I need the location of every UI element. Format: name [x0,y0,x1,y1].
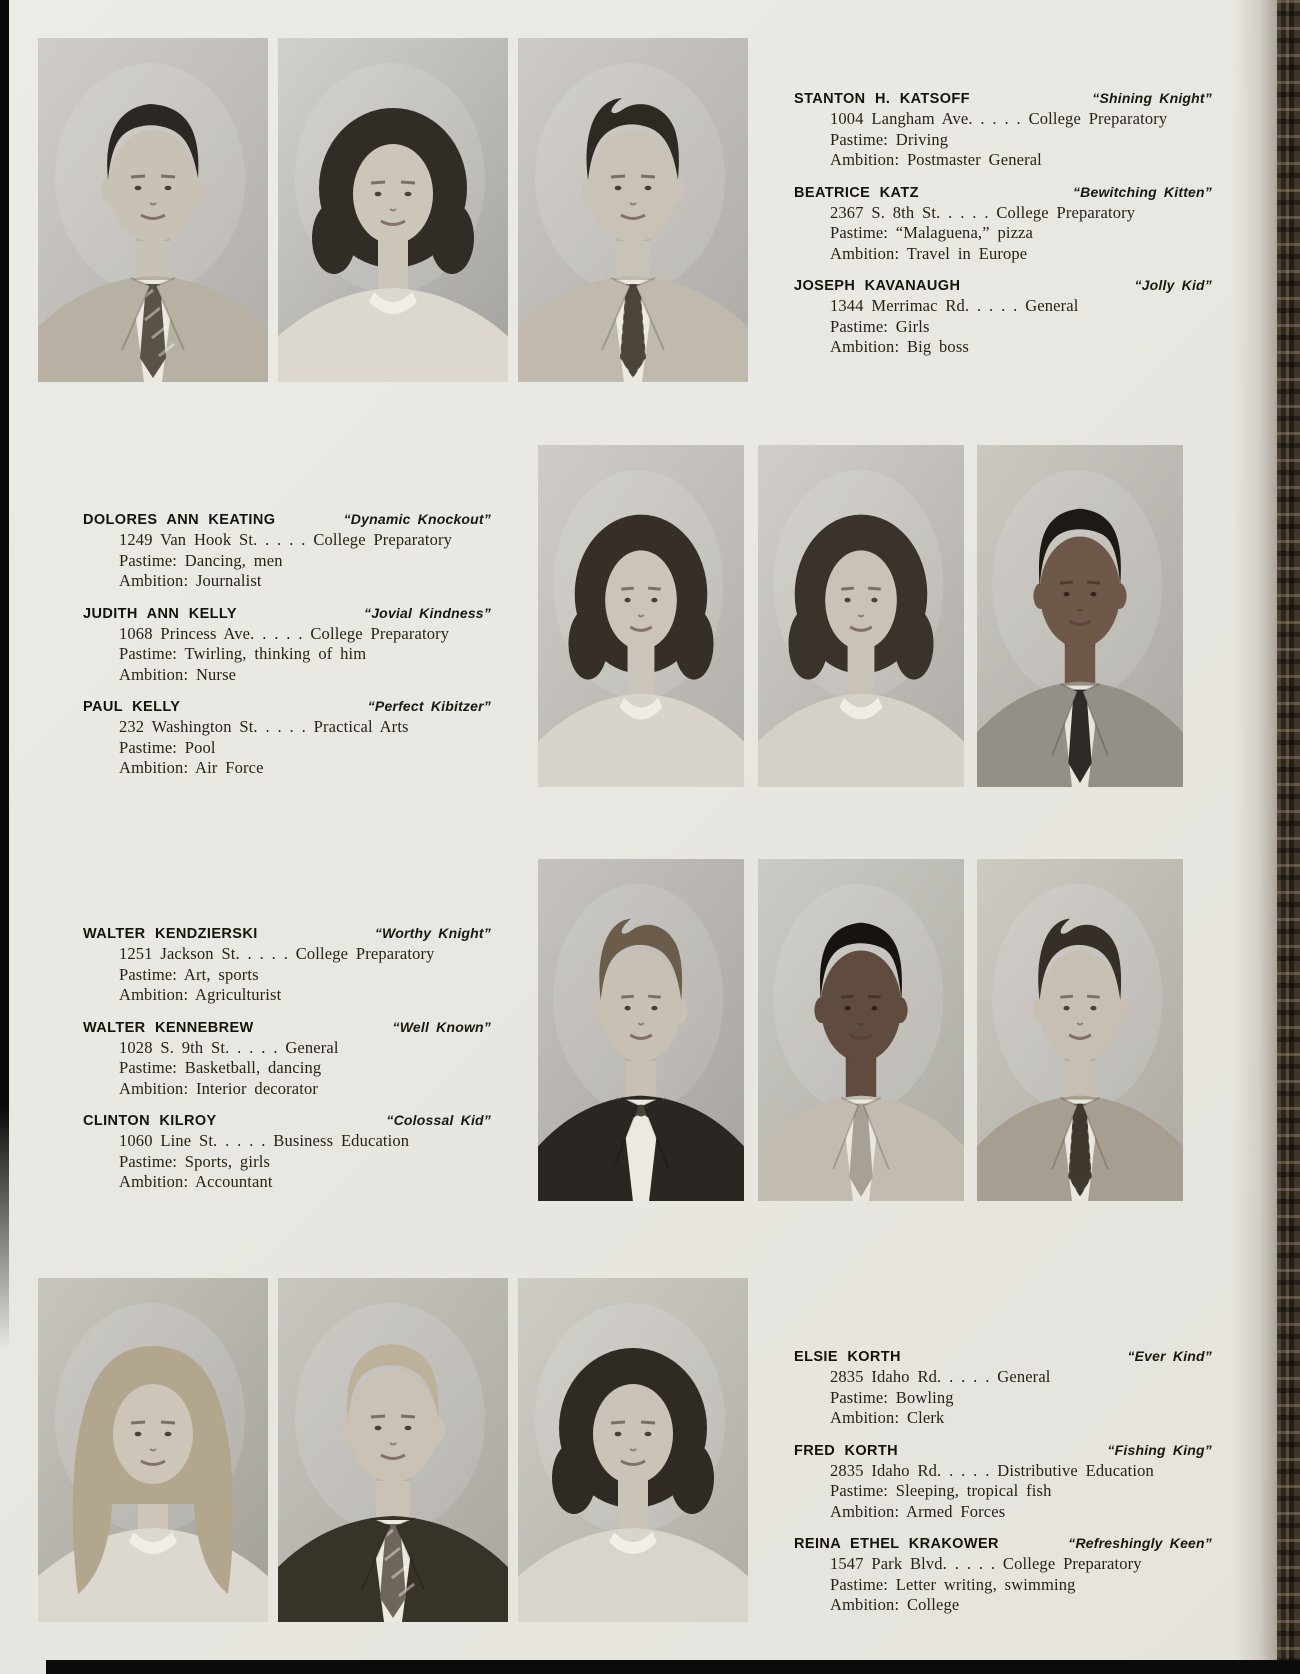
address-line: 1028 S. 9th St. . . . . General [119,1037,339,1057]
student-block-3 [83,923,491,1204]
student-name: WALTER KENNEBREW [83,1019,254,1036]
student-name: PAUL KELLY [83,699,181,715]
student-nickname: “Ever Kind” [1127,1348,1212,1364]
student-nickname: “Worthy Knight” [374,925,491,941]
portrait-photo [977,859,1183,1201]
bottom-scan-edge [46,1660,1300,1674]
binding-edge [1277,0,1300,1674]
student-name: STANTON H. KATSOFF [794,91,970,107]
student-entry [83,509,491,592]
student-nickname: “Jovial Kindness” [364,604,491,621]
ambition-line: Ambition: Agriculturist [119,985,282,1004]
student-name: BEATRICE KATZ [794,184,919,201]
portrait-photo [977,445,1183,787]
student-entry [83,696,491,779]
ambition-line: Ambition: College [830,1595,960,1614]
student-name: JOSEPH KAVANAUGH [794,278,961,294]
ambition-line: Ambition: Travel in Europe [830,243,1028,263]
student-name: FRED KORTH [794,1442,899,1459]
portrait-photo [758,445,964,787]
pastime-line: Pastime: Sports, girls [119,1151,271,1171]
ambition-line: Ambition: Postmaster General [830,150,1042,169]
pastime-line: Pastime: Driving [830,129,949,149]
address-line: 1249 Van Hook St. . . . . College Preparatory [119,530,453,549]
address-line: 2835 Idaho Rd. . . . . Distributive Education [830,1460,1154,1480]
pastime-line: Pastime: Girls [830,316,930,336]
pastime-line: Pastime: “Malaguena,” pizza [830,223,1034,242]
student-entry [794,1533,1212,1616]
student-block-2 [83,509,491,790]
ambition-line: Ambition: Clerk [830,1408,945,1427]
student-entry [83,923,491,1006]
student-entry [794,88,1212,171]
student-name: JUDITH ANN KELLY [83,605,237,622]
address-line: 1004 Langham Ave. . . . . College Preparatory [830,109,1168,128]
student-name: CLINTON KILROY [83,1113,217,1129]
ambition-line: Ambition: Journalist [119,571,262,590]
pastime-line: Pastime: Twirling, thinking of him [119,644,367,663]
student-entry [794,182,1212,265]
portrait-photo [538,859,744,1201]
address-line: 2367 S. 8th St. . . . . College Preparatory [830,202,1136,222]
address-line: 1068 Princess Ave. . . . . College Preparatory [119,623,450,643]
address-line: 1344 Merrimac Rd. . . . . General [830,296,1079,315]
address-line: 1060 Line St. . . . . Business Education [119,1131,410,1150]
student-nickname: “Colossal Kid” [386,1112,491,1128]
student-nickname: “Refreshingly Keen” [1068,1535,1212,1551]
student-nickname: “Well Known” [392,1018,491,1035]
student-entry [83,1110,491,1193]
student-block-1 [794,88,1212,369]
student-name: DOLORES ANN KEATING [83,512,276,528]
portrait-photo [38,38,268,382]
student-nickname: “Perfect Kibitzer” [367,698,491,714]
student-entry [83,603,491,686]
student-name: REINA ETHEL KRAKOWER [794,1536,999,1552]
portrait-photo [518,38,748,382]
ambition-line: Ambition: Armed Forces [830,1501,1006,1521]
ambition-line: Ambition: Nurse [119,664,237,684]
portrait-photo [278,1278,508,1622]
pastime-line: Pastime: Letter writing, swimming [830,1574,1076,1594]
ambition-line: Ambition: Big boss [830,337,969,356]
pastime-line: Pastime: Art, sports [119,964,259,984]
left-scan-edge [0,0,9,1350]
student-nickname: “Shining Knight” [1092,90,1212,106]
student-entry [83,1017,491,1100]
portrait-photo [38,1278,268,1622]
student-name: WALTER KENDZIERSKI [83,926,258,942]
address-line: 1251 Jackson St. . . . . College Preparatory [119,944,435,963]
pastime-line: Pastime: Basketball, dancing [119,1058,322,1077]
pastime-line: Pastime: Bowling [830,1387,954,1407]
student-nickname: “Dynamic Knockout” [343,511,491,527]
pastime-line: Pastime: Pool [119,737,216,757]
pastime-line: Pastime: Sleeping, tropical fish [830,1481,1052,1500]
ambition-line: Ambition: Air Force [119,758,264,777]
student-nickname: “Bewitching Kitten” [1072,183,1212,200]
ambition-line: Ambition: Interior decorator [119,1078,319,1098]
student-nickname: “Fishing King” [1107,1441,1212,1458]
portrait-photo [538,445,744,787]
address-line: 232 Washington St. . . . . Practical Arts [119,717,409,736]
address-line: 1547 Park Blvd. . . . . College Preparatory [830,1554,1142,1573]
student-entry [794,1346,1212,1429]
portrait-photo [518,1278,748,1622]
student-entry [794,1440,1212,1523]
address-line: 2835 Idaho Rd. . . . . General [830,1367,1051,1386]
portrait-photo [758,859,964,1201]
student-nickname: “Jolly Kid” [1134,277,1212,293]
page-edge-shadow [1233,0,1277,1674]
student-entry [794,275,1212,358]
portrait-photo [278,38,508,382]
ambition-line: Ambition: Accountant [119,1172,273,1191]
student-name: ELSIE KORTH [794,1349,901,1365]
pastime-line: Pastime: Dancing, men [119,550,283,570]
student-block-4 [794,1346,1212,1627]
